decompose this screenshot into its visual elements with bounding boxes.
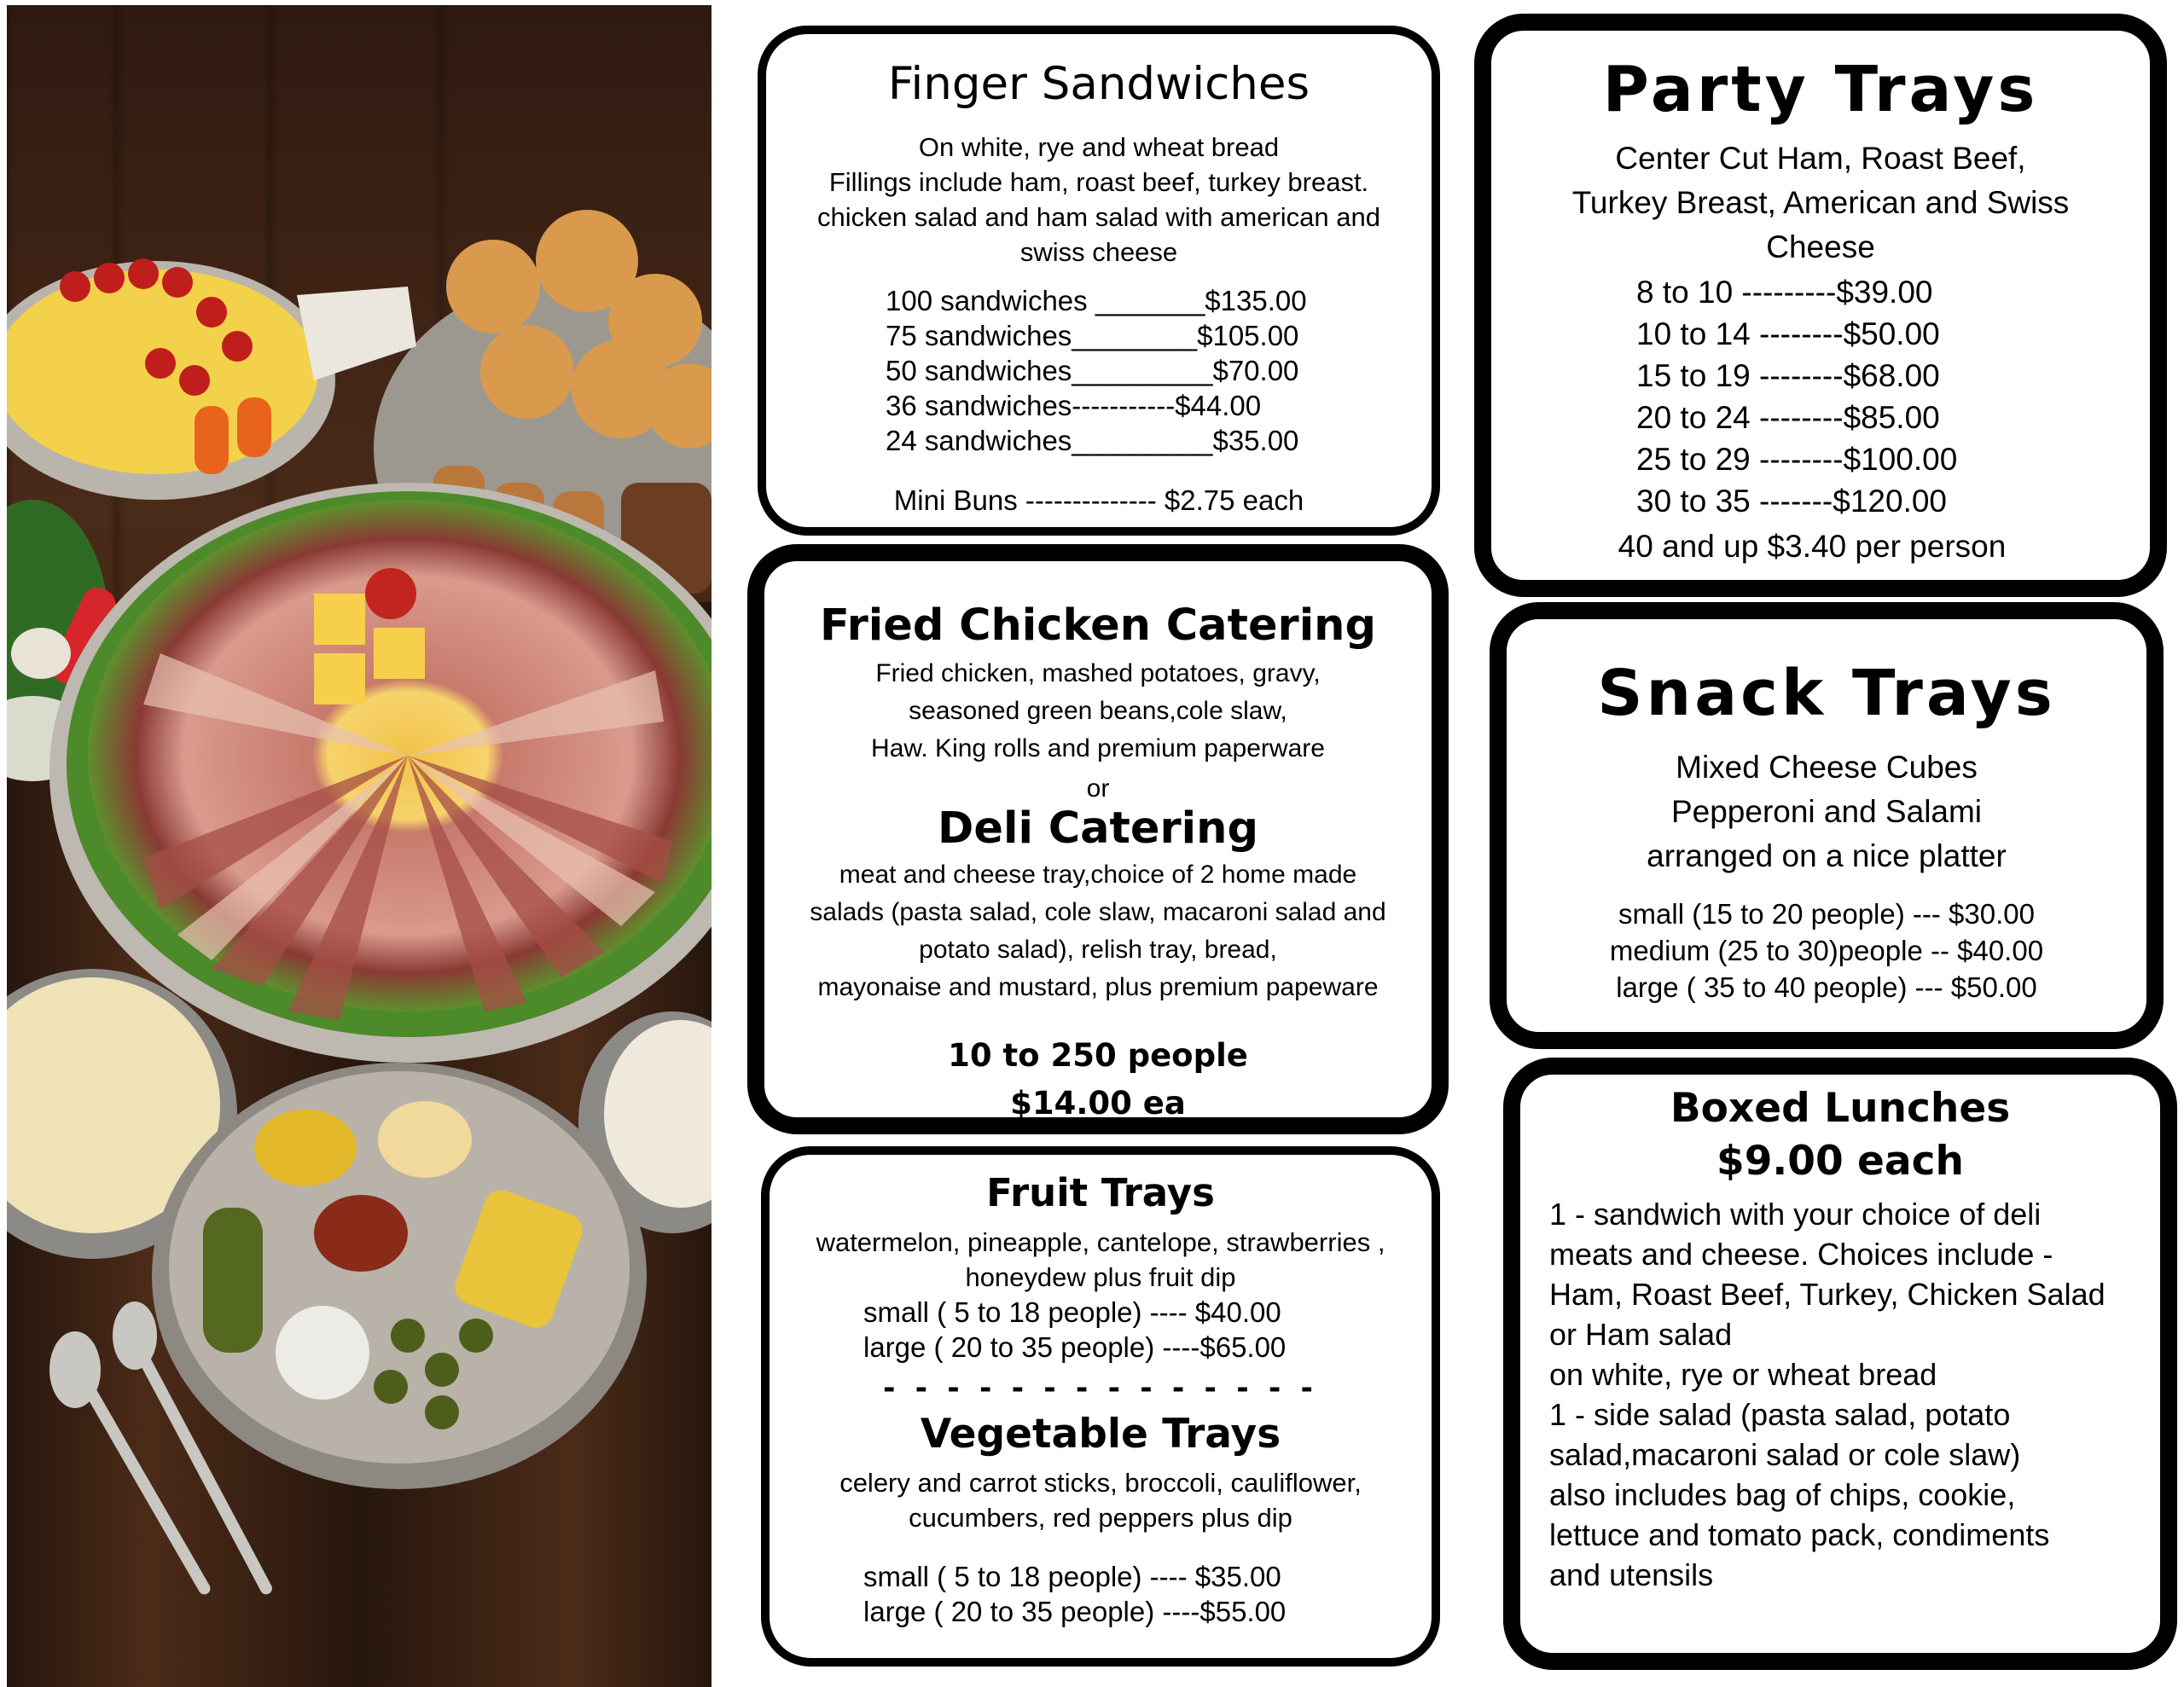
price-line: large ( 20 to 35 people) ----$65.00 — [863, 1331, 1287, 1363]
price-line: 75 sandwiches________$105.00 — [886, 320, 1299, 351]
description-line: mayonaise and mustard, plus premium papeware — [817, 973, 1379, 1001]
price-line: 15 to 19 --------$68.00 — [1636, 358, 1940, 393]
snack-trays-panel — [1490, 602, 2164, 1049]
boxed-lunches-price: $9.00 each — [1716, 1138, 1964, 1185]
description-line: Fried chicken, mashed potatoes, gravy, — [875, 659, 1321, 687]
mini-buns-price: Mini Buns -------------- $2.75 each — [893, 484, 1304, 516]
catering-price: $14.00 ea — [1010, 1085, 1186, 1122]
fruit-trays-description — [770, 1225, 1432, 1295]
description-line: honeydew plus fruit dip — [965, 1262, 1236, 1292]
fruit-trays-title: Fruit Trays — [986, 1170, 1215, 1215]
price-line: large ( 20 to 35 people) ----$55.00 — [863, 1596, 1287, 1627]
price-line: 100 sandwiches _______$135.00 — [886, 285, 1307, 316]
price-line: large ( 35 to 40 people) --- $50.00 — [1616, 971, 2037, 1003]
party-trays-price-list — [1636, 271, 1957, 522]
fried-chicken-title: Fried Chicken Catering — [820, 600, 1376, 651]
description-line: potato salad), relish tray, bread, — [919, 936, 1277, 964]
boxed-lunches-description — [1549, 1194, 2152, 1595]
price-line: 20 to 24 --------$85.00 — [1636, 400, 1940, 435]
catering-food-photo — [7, 5, 712, 1687]
deli-catering-description — [764, 856, 1432, 1006]
vegetable-trays-description — [770, 1465, 1432, 1535]
price-line: 30 to 35 -------$120.00 — [1636, 484, 1948, 519]
description-line: meats and cheese. Choices include - — [1549, 1237, 2053, 1272]
boxed-lunches-title: Boxed Lunches — [1670, 1085, 2011, 1132]
description-line: cucumbers, red peppers plus dip — [909, 1503, 1292, 1533]
price-line: 8 to 10 ---------$39.00 — [1636, 275, 1933, 310]
finger-sandwiches-price-list — [886, 283, 1307, 458]
boxed-lunches-panel — [1503, 1058, 2177, 1670]
catering-panel — [747, 544, 1449, 1134]
snack-trays-description — [1507, 745, 2146, 878]
description-line: 1 - sandwich with your choice of deli — [1549, 1197, 2042, 1232]
description-line: seasoned green beans,cole slaw, — [909, 697, 1287, 725]
description-line: salads (pasta salad, cole slaw, macaroni salad and — [810, 898, 1386, 926]
description-line: Haw. King rolls and premium paperware — [871, 734, 1325, 762]
price-line: small ( 5 to 18 people) ---- $40.00 — [863, 1296, 1281, 1328]
price-line: 50 sandwiches_________$70.00 — [886, 355, 1299, 386]
price-line: 25 to 29 --------$100.00 — [1636, 442, 1958, 477]
finger-sandwiches-panel — [758, 26, 1440, 536]
deli-catering-title: Deli Catering — [938, 803, 1258, 854]
description-line: salad,macaroni salad or cole slaw) — [1549, 1437, 2021, 1472]
vegetable-trays-title: Vegetable Trays — [920, 1411, 1281, 1458]
description-line: Pepperoni and Salami — [1670, 794, 1983, 829]
description-line: also includes bag of chips, cookie, — [1549, 1477, 2016, 1512]
description-line: meat and cheese tray,choice of 2 home made — [839, 861, 1357, 889]
description-line: Center Cut Ham, Roast Beef, — [1615, 141, 2026, 176]
finger-sandwiches-title: Finger Sandwiches — [887, 58, 1310, 110]
price-line: small ( 5 to 18 people) ---- $35.00 — [863, 1561, 1281, 1592]
description-line: swiss cheese — [1019, 237, 1178, 267]
description-line: Ham, Roast Beef, Turkey, Chicken Salad — [1549, 1277, 2106, 1312]
description-line: Fillings include ham, roast beef, turkey breast. — [828, 167, 1369, 197]
description-line: celery and carrot sticks, broccoli, cauliflower, — [839, 1468, 1362, 1498]
description-line: Mixed Cheese Cubes — [1676, 750, 1978, 785]
description-line: Cheese — [1766, 229, 1875, 264]
price-line: small (15 to 20 people) --- $30.00 — [1618, 898, 2035, 930]
party-trays-per-person-price: 40 and up $3.40 per person — [1618, 529, 2007, 564]
price-line: 24 sandwiches_________$35.00 — [886, 425, 1299, 456]
description-line: on white, rye or wheat bread — [1549, 1357, 1937, 1392]
price-line: 36 sandwiches-----------$44.00 — [886, 390, 1262, 421]
description-line: arranged on a nice platter — [1647, 838, 2007, 873]
description-line: and utensils — [1549, 1557, 1714, 1592]
description-line: 1 - side salad (pasta salad, potato — [1549, 1397, 2011, 1432]
description-line: lettuce and tomato pack, condiments — [1549, 1517, 2050, 1552]
or-separator: or — [1086, 774, 1110, 803]
finger-sandwiches-description — [766, 130, 1432, 270]
snack-trays-title: Snack Trays — [1597, 657, 2056, 730]
snack-trays-price-list — [1507, 896, 2146, 1006]
description-line: chicken salad and ham salad with american and — [817, 202, 1380, 232]
description-line: watermelon, pineapple, cantelope, strawberries , — [816, 1227, 1385, 1257]
price-line: 10 to 14 --------$50.00 — [1636, 316, 1940, 351]
fried-chicken-description — [764, 655, 1432, 768]
description-line: Turkey Breast, American and Swiss — [1571, 185, 2070, 220]
section-divider: - - - - - - - - - - - - - - — [883, 1366, 1318, 1406]
catering-people-range: 10 to 250 people — [948, 1037, 1248, 1074]
description-line: On white, rye and wheat bread — [918, 132, 1280, 162]
fruit-vegetable-trays-panel — [761, 1146, 1440, 1667]
party-trays-title: Party Trays — [1602, 53, 2039, 126]
vegetable-trays-price-list — [863, 1559, 1286, 1629]
party-trays-description — [1491, 136, 2150, 270]
price-line: medium (25 to 30)people -- $40.00 — [1609, 935, 2044, 966]
fruit-trays-price-list — [863, 1295, 1286, 1365]
description-line: or Ham salad — [1549, 1317, 1733, 1352]
party-trays-panel — [1474, 14, 2167, 597]
